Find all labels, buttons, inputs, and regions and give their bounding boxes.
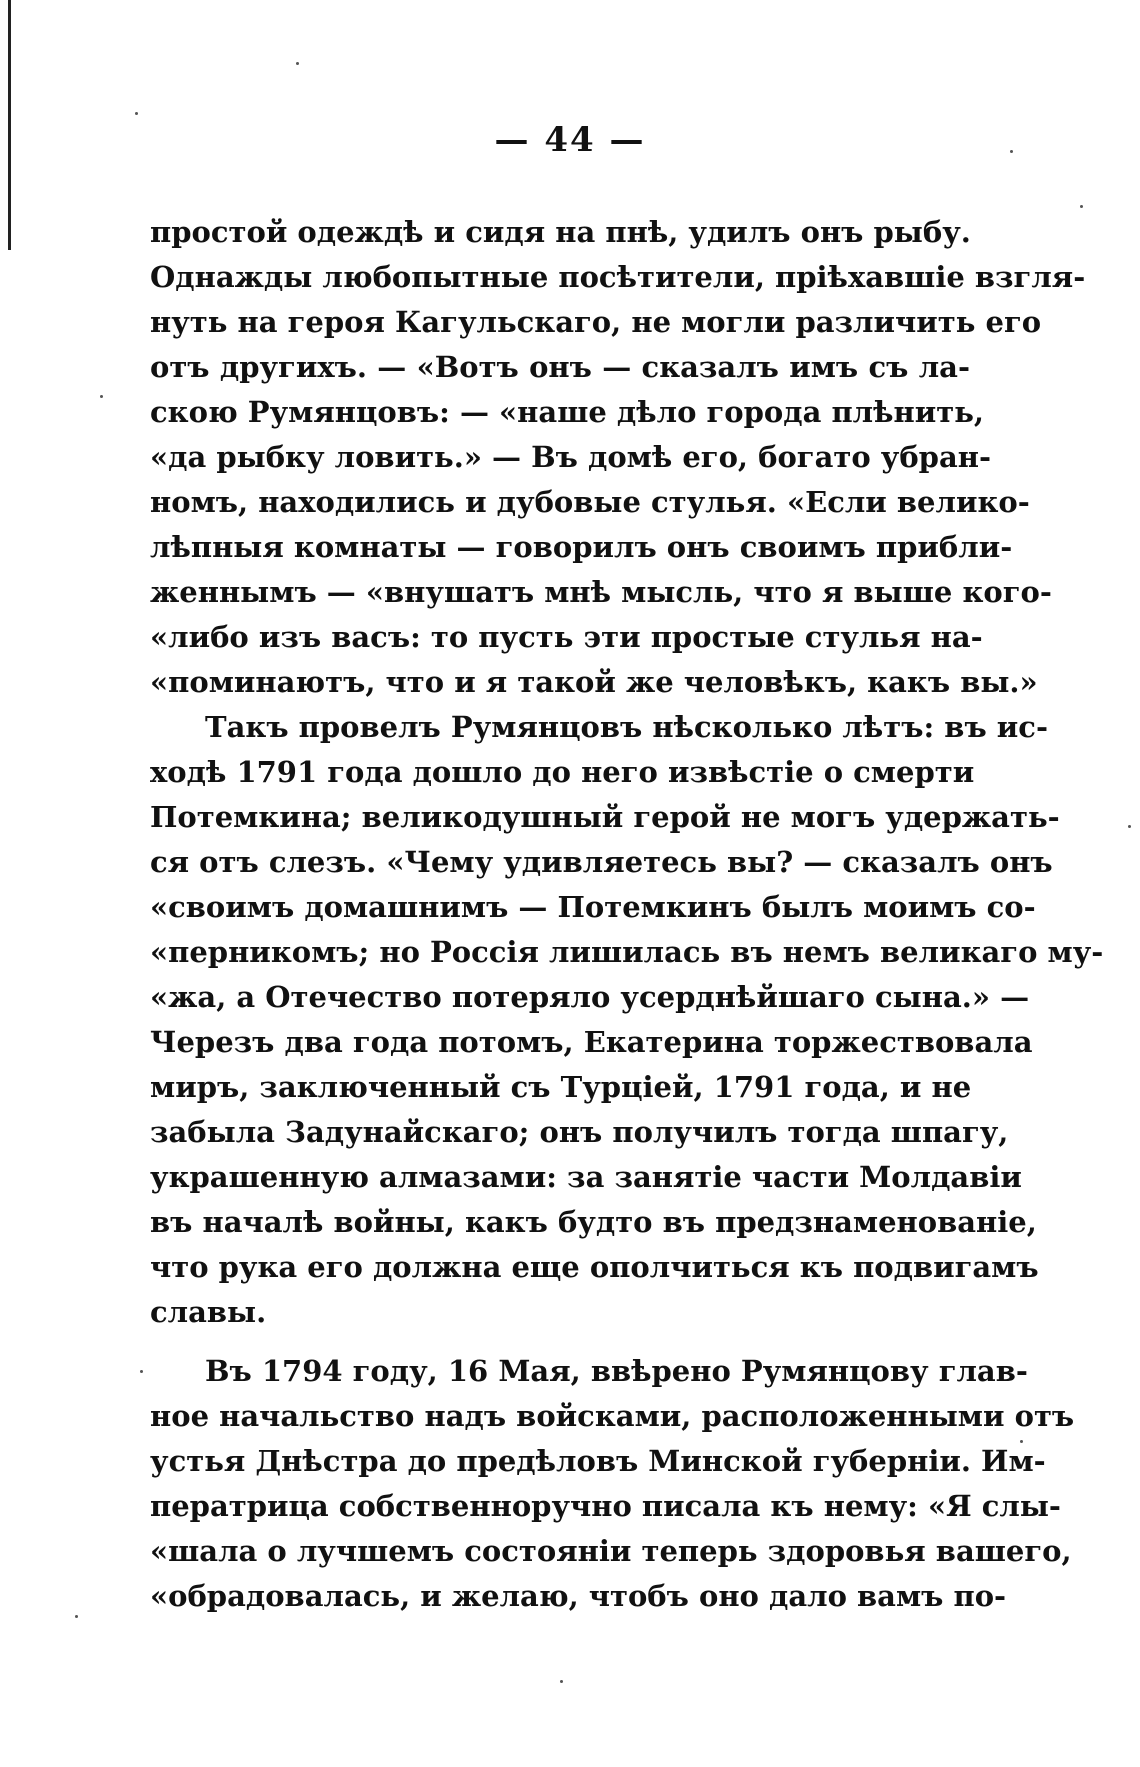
text-line: Такъ провелъ Румянцовъ нѣсколько лѣтъ: въ ис-: [205, 710, 1048, 744]
text-line: скою Румянцовъ: — «наше дѣло города плѣнить,: [150, 395, 985, 429]
text-line: украшенную алмазами: за занятіе части Молдавіи: [150, 1160, 1022, 1194]
page-number: — 44 —: [494, 120, 646, 160]
text-line: «перникомъ; но Россія лишилась въ немъ великаго му-: [150, 935, 1104, 969]
scan-speck: [560, 1680, 563, 1683]
text-line: ператрица собственноручно писала къ нему: «Я слы-: [150, 1489, 1061, 1523]
text-line: забыла Задунайскаго; онъ получилъ тогда шпагу,: [150, 1115, 1009, 1149]
text-line: Черезъ два года потомъ, Екатерина торжествовала: [150, 1025, 1033, 1059]
text-line: ся отъ слезъ. «Чему удивляетесь вы? — сказалъ онъ: [150, 845, 1053, 879]
text-line: «да рыбку ловить.» — Въ домѣ его, богато убран-: [150, 440, 991, 474]
text-line: «своимъ домашнимъ — Потемкинъ былъ моимъ со-: [150, 890, 1036, 924]
scan-speck: [1010, 150, 1013, 153]
body-text: [150, 210, 1104, 1619]
text-line: въ началѣ войны, какъ будто въ предзнаменованіе,: [150, 1205, 1037, 1239]
paragraph: [150, 210, 1086, 705]
text-line: «поминаютъ, что и я такой же человѣкъ, какъ вы.»: [150, 665, 1038, 699]
text-line: что рука его должна еще ополчиться къ подвигамъ: [150, 1250, 1039, 1284]
text-line: «шала о лучшемъ состояніи теперь здоровья вашего,: [150, 1534, 1072, 1568]
paragraph: [150, 705, 1104, 1335]
text-line: простой одеждѣ и сидя на пнѣ, удилъ онъ рыбу.: [150, 215, 971, 249]
scan-speck: [1020, 1440, 1023, 1443]
text-line: «либо изъ васъ: то пусть эти простые стулья на-: [150, 620, 983, 654]
text-line: «жа, а Отечество потеряло усерднѣйшаго сына.» —: [150, 980, 1030, 1014]
text-line: миръ, заключенный съ Турціей, 1791 года, и не: [150, 1070, 972, 1104]
scan-speck: [296, 62, 299, 65]
text-line: ное начальство надъ войсками, расположенными отъ: [150, 1399, 1075, 1433]
scan-speck: [1080, 205, 1083, 208]
text-line: нуть на героя Кагульскаго, не могли различить его: [150, 305, 1042, 339]
scan-speck: [100, 395, 103, 398]
text-line: Въ 1794 году, 16 Мая, ввѣрено Румянцову глав-: [205, 1354, 1028, 1388]
paragraph: [150, 1349, 1075, 1619]
text-line: номъ, находились и дубовые стулья. «Если велико-: [150, 485, 1030, 519]
text-line: женнымъ — «внушатъ мнѣ мысль, что я выше кого-: [150, 575, 1052, 609]
text-line: Однажды любопытные посѣтители, пріѣхавшіе взгля-: [150, 260, 1086, 294]
text-line: отъ другихъ. — «Вотъ онъ — сказалъ имъ съ ла-: [150, 350, 970, 384]
text-line: лѣпныя комнаты — говорилъ онъ своимъ прибли-: [150, 530, 1013, 564]
text-line: устья Днѣстра до предѣловъ Минской губерніи. Им-: [150, 1444, 1046, 1478]
scan-speck: [75, 1615, 78, 1618]
text-line: Потемкина; великодушный герой не могъ удержать-: [150, 800, 1060, 834]
text-line: славы.: [150, 1295, 267, 1329]
scan-speck: [135, 112, 138, 115]
scan-speck: [1128, 825, 1131, 828]
text-line: ходѣ 1791 года дошло до него извѣстіе о смерти: [150, 755, 975, 789]
scan-speck: [140, 1370, 143, 1373]
paragraph-gap: [150, 1335, 970, 1349]
text-line: «обрадовалась, и желаю, чтобъ оно дало вамъ по-: [150, 1579, 1007, 1613]
